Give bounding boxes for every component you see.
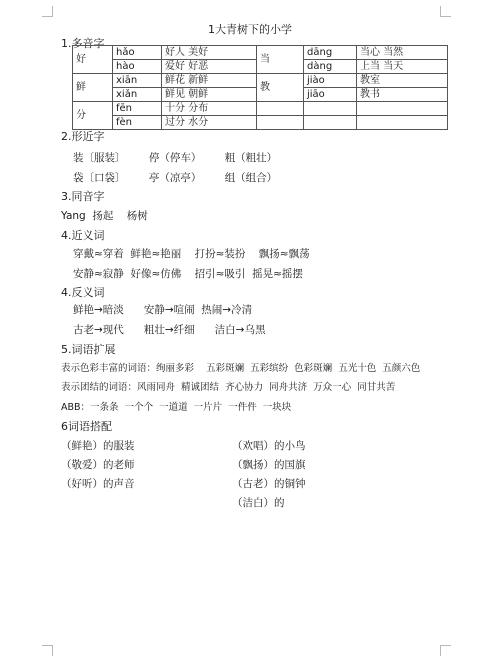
similar-chars-row-2 xyxy=(73,170,277,185)
section-heading-polyphones: 1.多音字 xyxy=(61,37,105,50)
table-cell: 上当 当天 xyxy=(357,60,448,74)
table-cell: 鲜见 朝鲜 xyxy=(162,88,257,102)
similar-char-item: 粗（粗壮） xyxy=(224,152,278,164)
collocation-left-3: （好听）的声音 xyxy=(61,478,135,490)
section-heading-similar-chars: 2.形近字 xyxy=(61,130,105,143)
section-heading-collocations: 6词语搭配 xyxy=(61,420,112,433)
table-cell xyxy=(257,116,304,130)
table-cell: 爱好 好恶 xyxy=(162,60,257,74)
table-cell xyxy=(357,116,448,130)
collocation-left-2: （敬爱）的老师 xyxy=(61,459,135,471)
crop-mark-bottom-left xyxy=(42,645,53,656)
table-cell xyxy=(304,102,357,116)
table-cell: dàng xyxy=(304,60,357,74)
table-cell: 鲜花 新鲜 xyxy=(162,74,257,88)
collocation-right-4: （洁白）的 xyxy=(232,497,285,509)
table-cell: dāng xyxy=(304,46,357,60)
similar-char-item: 组（组合） xyxy=(224,172,278,184)
page-title: 1大青树下的小学 xyxy=(208,23,292,36)
table-cell: 分 xyxy=(73,102,113,130)
crop-mark-top-left xyxy=(42,6,53,17)
expansion-line-unity: 表示团结的词语：风雨同舟 精诚团结 齐心协力 同舟共济 万众一心 同甘共苦 xyxy=(61,382,396,393)
table-row xyxy=(73,116,448,130)
antonyms-line-2: 古老→现代 粗壮→纤细 洁白→乌黑 xyxy=(73,324,266,336)
table-cell xyxy=(357,102,448,116)
table-cell: jiāo xyxy=(304,88,357,102)
collocation-right-1: （欢唱）的小鸟 xyxy=(232,440,306,452)
table-cell: fèn xyxy=(113,116,162,130)
collocation-right-3: （古老）的铜钟 xyxy=(232,478,306,490)
table-cell xyxy=(257,102,304,116)
synonyms-line-1: 穿戴≈穿着 鲜艳≈艳丽 打扮≈装扮 飘扬≈飘荡 xyxy=(73,248,310,260)
expansion-line-colors: 表示色彩丰富的词语：绚丽多彩 五彩斑斓 五彩缤纷 色彩斑斓 五光十色 五颜六色 xyxy=(61,363,421,374)
homophones-line: Yang 扬起 杨树 xyxy=(61,210,148,222)
table-cell: 十分 分布 xyxy=(162,102,257,116)
table-row xyxy=(73,102,448,116)
table-cell: 过分 水分 xyxy=(162,116,257,130)
polyphone-table xyxy=(72,45,448,130)
similar-chars-row-1 xyxy=(73,150,277,165)
expansion-line-abb: ABB：一条条 一个个 一道道 一片片 一件件 一块块 xyxy=(61,402,292,413)
table-cell: jiào xyxy=(304,74,357,88)
table-cell: fēn xyxy=(113,102,162,116)
table-cell xyxy=(304,116,357,130)
table-cell: 鲜 xyxy=(73,74,113,102)
table-cell: hào xyxy=(113,60,162,74)
table-cell: 教书 xyxy=(357,88,448,102)
table-cell: 教 xyxy=(257,74,304,102)
table-cell: 当心 当然 xyxy=(357,46,448,60)
table-cell: xiǎn xyxy=(113,88,162,102)
collocation-left-1: （鲜艳）的服装 xyxy=(61,440,135,452)
table-cell: hǎo xyxy=(113,46,162,60)
similar-char-item: 亭（凉亭） xyxy=(148,172,202,184)
section-heading-synonyms: 4.近义词 xyxy=(61,229,105,242)
table-cell: 当 xyxy=(257,46,304,74)
section-heading-homophones: 3.同音字 xyxy=(61,190,105,203)
crop-mark-top-right xyxy=(440,6,451,17)
similar-char-item: 停（停车） xyxy=(148,152,202,164)
table-cell: 教室 xyxy=(357,74,448,88)
similar-char-item: 袋〔口袋〕 xyxy=(73,172,126,184)
table-row xyxy=(73,46,448,60)
section-heading-antonyms: 4.反义词 xyxy=(61,286,105,299)
table-cell: xiān xyxy=(113,74,162,88)
collocation-right-2: （飘扬）的国旗 xyxy=(232,459,306,471)
similar-char-item: 装〔服装〕 xyxy=(73,152,126,164)
antonyms-line-1: 鲜艳→暗淡 安静→喧闹 热闹→冷清 xyxy=(73,304,253,316)
section-heading-word-expansion: 5.词语扩展 xyxy=(61,343,116,356)
table-cell: 好 xyxy=(73,46,113,74)
table-cell: 好人 美好 xyxy=(162,46,257,60)
table-row xyxy=(73,74,448,88)
crop-mark-bottom-right xyxy=(440,645,451,656)
synonyms-line-2: 安静≈寂静 好像≈仿佛 招引≈吸引 摇晃≈摇摆 xyxy=(73,268,303,280)
